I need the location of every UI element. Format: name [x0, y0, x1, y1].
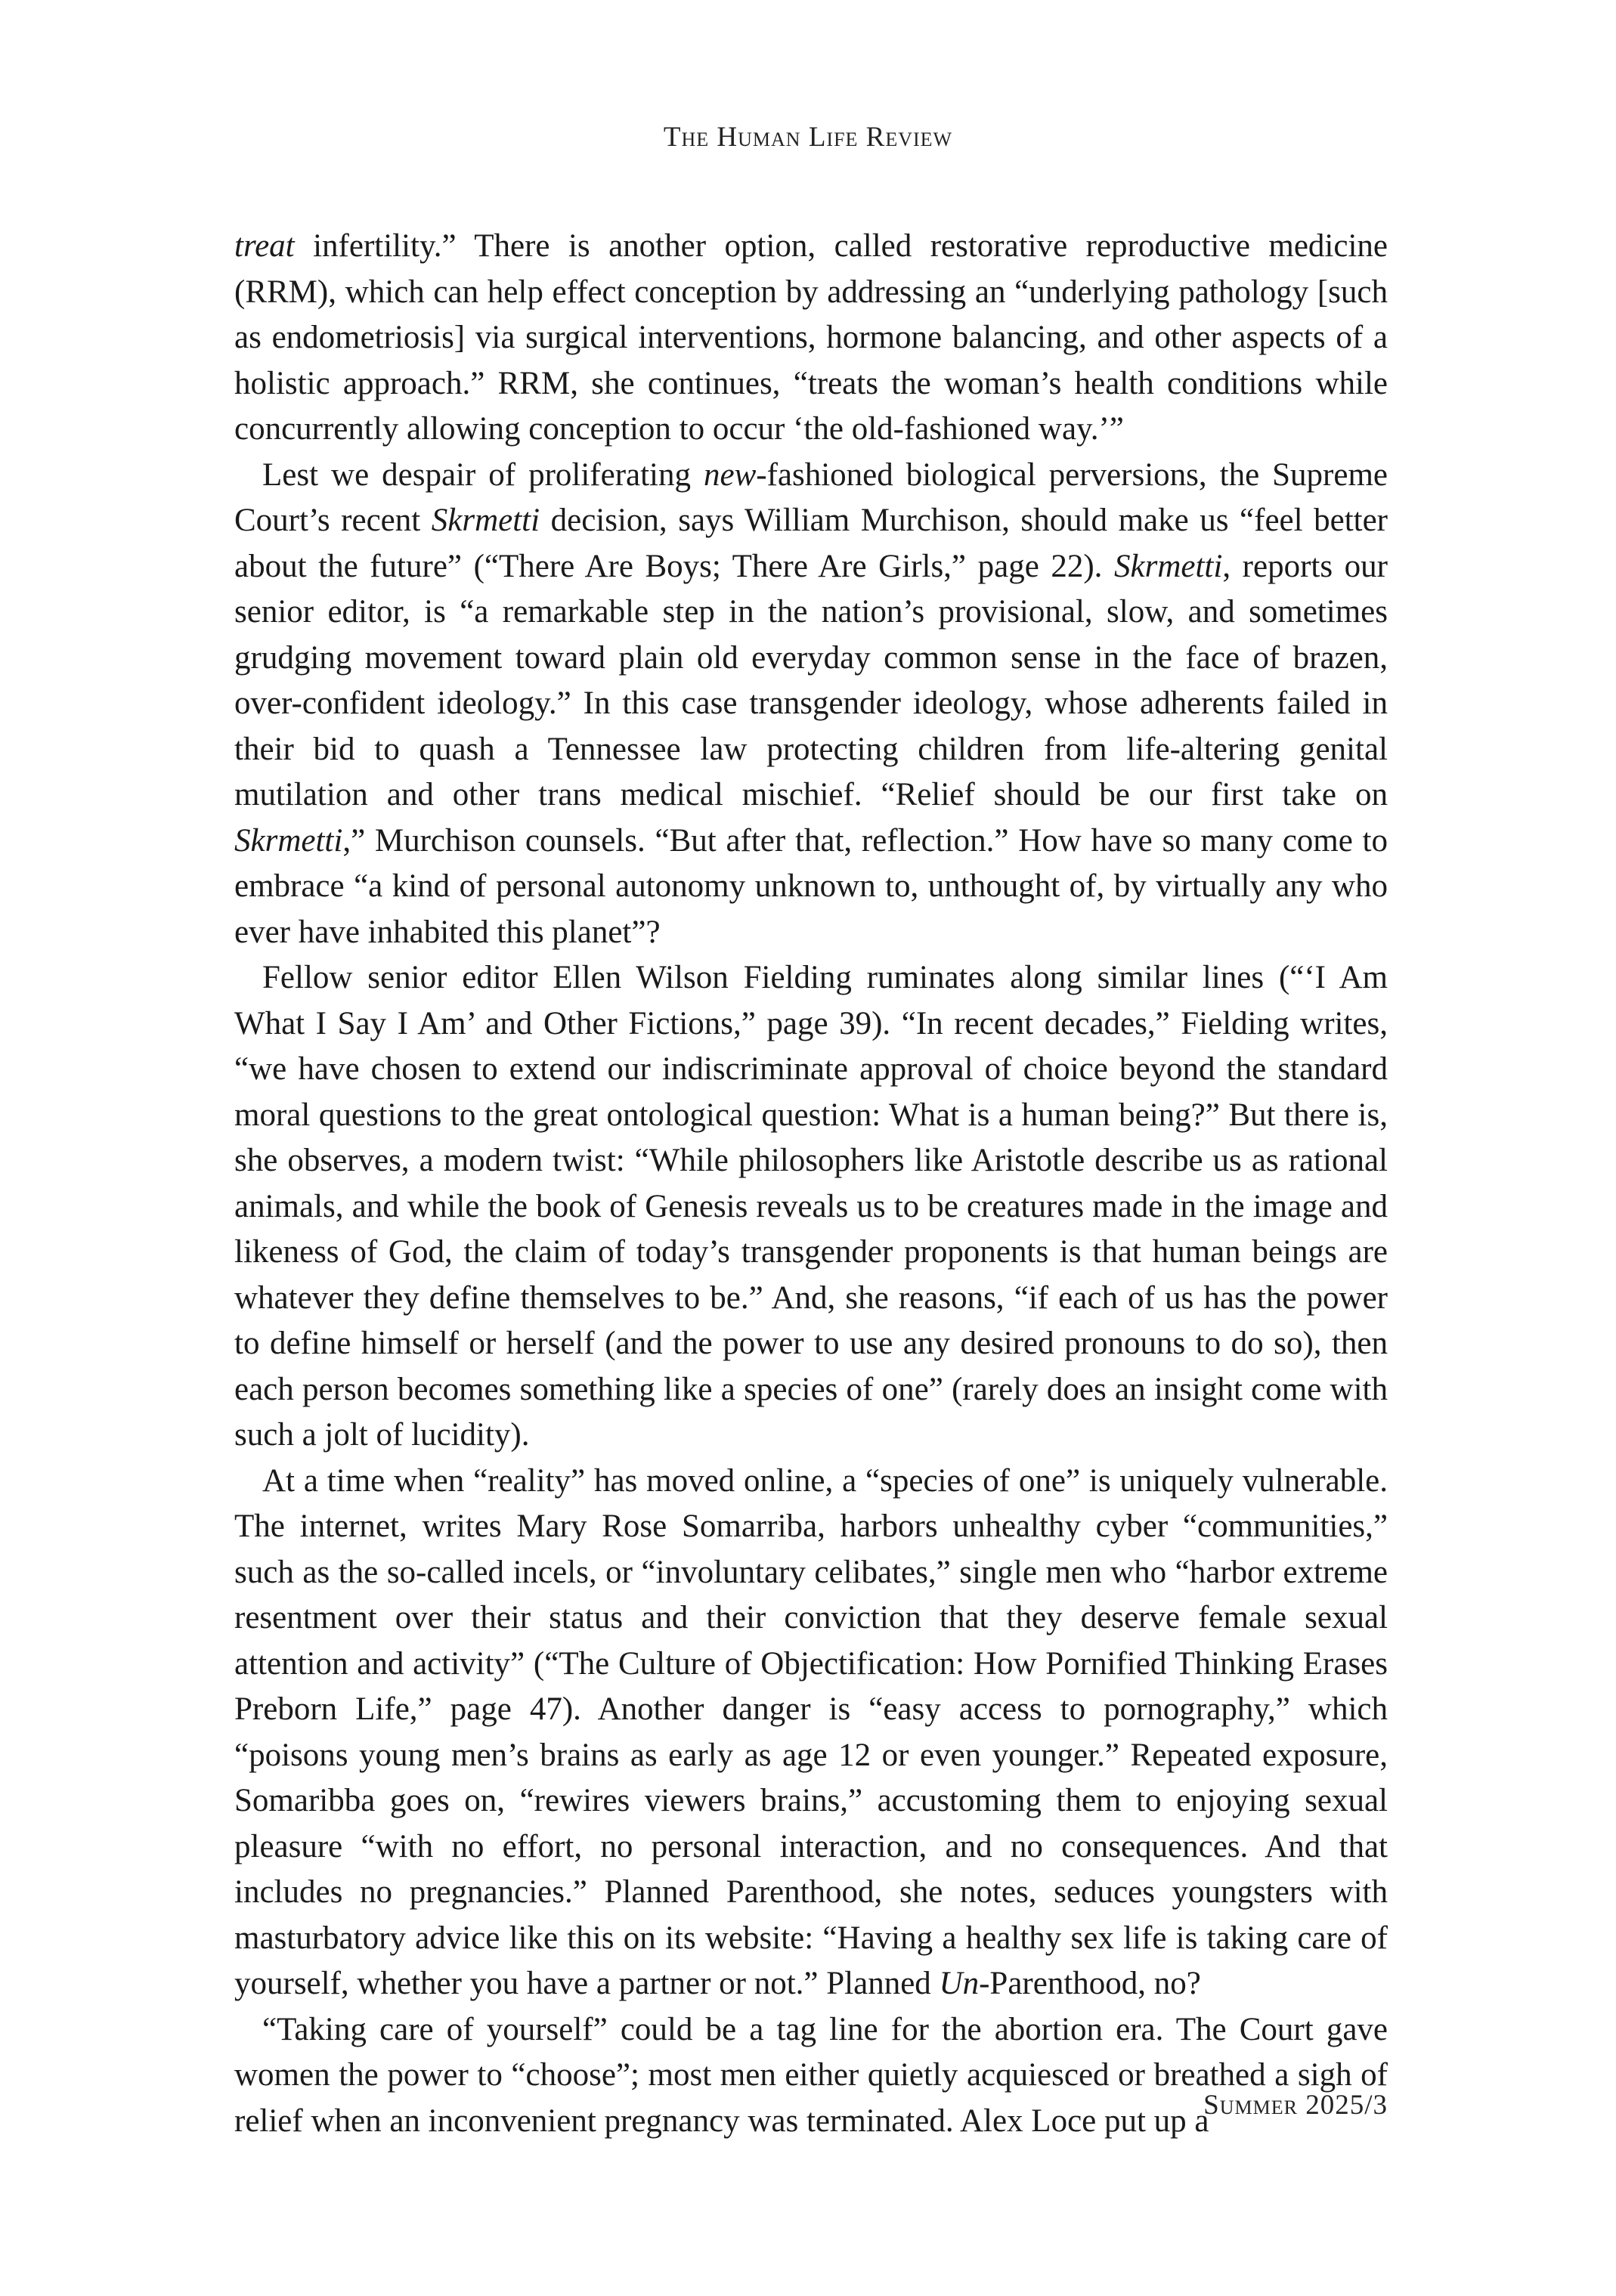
paragraph: Fellow senior editor Ellen Wilson Fielding ruminates along similar lines (“‘I Am What I Say I Am’ and Other Fictions,” page 39). “In recent decades,” Fielding writes, “we have chosen to extend our indiscriminate approval of choice beyond the standard moral questions to the great ontological question: What is a human being?” But there is, she observes, a modern twist: “While philosophers like Aristotle describe us as rational animals, and while the book of Genesis reveals us to be creatures made in the image and likeness of God, the claim of today’s transgender proponents is that human beings are whatever they define themselves to be.” And, she reasons, “if each of us has the power to define himself or herself (and the power to use any desired pronouns to do so), then each person becomes something like a species of one” (rarely does an insight come with such a jolt of lucidity).	[234, 960, 1388, 1453]
italic-text: Skrmetti	[431, 503, 540, 538]
paragraph	[234, 453, 1388, 956]
text-run: -fashioned biological perversions, the Supreme Court’s recent	[234, 456, 1388, 538]
article-body	[234, 224, 1388, 2144]
text-run: decision, says William Murchison, should make us “feel better about the future” (“There Are Boys; There Are Girls,” page 22).	[234, 503, 1388, 584]
text-run: infertility.” There is another option, called restorative reproductive medicine (RRM), which can help effect conception by addressing an “underlying pathology [such as endometriosis] via surgical interventions, hormone balancing, and other aspects of a holistic approach.” RRM, she continues, “treats the woman’s health conditions while concurrently allowing conception to occur ‘the old-fashioned way.’”	[234, 228, 1388, 447]
text-run: ,” Murchison counsels. “But after that, reflection.” How have so many come to embrace “a kind of personal autonomy unknown to, unthought of, by virtually any who ever have inhabited this planet”?	[234, 822, 1388, 950]
page-footer: Summer 2025/3	[1203, 2090, 1388, 2121]
paragraph	[234, 1459, 1388, 2007]
paragraph	[234, 224, 1388, 453]
italic-text: Skrmetti	[234, 822, 343, 859]
text-run: -Parenthood, no?	[979, 1966, 1201, 2001]
paragraph: “Taking care of yourself” could be a tag line for the abortion era. The Court gave women the power to “choose”; most men either quietly acquiesced or breathed a sigh of relief when an inconvenient pregnancy was terminated. Alex Loce put up a	[234, 2011, 1388, 2139]
italic-text: treat	[234, 228, 295, 264]
italic-text: new	[703, 456, 757, 493]
running-head: The Human Life Review	[663, 122, 953, 153]
text-run: , reports our senior editor, is “a remarkable step in the nation’s provisional, slow, and sometimes grudging movement toward plain old everyday common sense in the face of brazen, over-confident ideology.” In this case transgender ideology, whose adherents failed in their bid to quash a Tennessee law protecting children from life-altering genital mutilation and other trans medical mischief. “Relief should be our first take on	[234, 548, 1388, 812]
text-run: At a time when “reality” has moved online, a “species of one” is uniquely vulnerable. The internet, writes Mary Rose Somarriba, harbors unhealthy cyber “communities,” such as the so-called incels, or “involuntary celibates,” single men who “harbor extreme resentment over their status and their conviction that they deserve female sexual attention and activity” (“The Culture of Objectification: How Pornified Thinking Erases Preborn Life,” page 47). Another danger is “easy access to pornography,” which “poisons young men’s brains as early as age 12 or even younger.” Repeated exposure, Somaribba goes on, “rewires viewers brains,” accustoming them to enjoying sexual pleasure “with no effort, no personal interaction, and no consequences. And that includes no pregnancies.” Planned Parenthood, she notes, seduces youngsters with masturbatory advice like this on its website: “Having a healthy sex life is taking care of yourself, whether you have a partner or not.” Planned	[234, 1462, 1388, 2001]
text-run: Lest we despair of proliferating	[262, 456, 704, 493]
italic-text: Skrmetti	[1114, 548, 1223, 584]
italic-text: Un	[939, 1966, 980, 2001]
